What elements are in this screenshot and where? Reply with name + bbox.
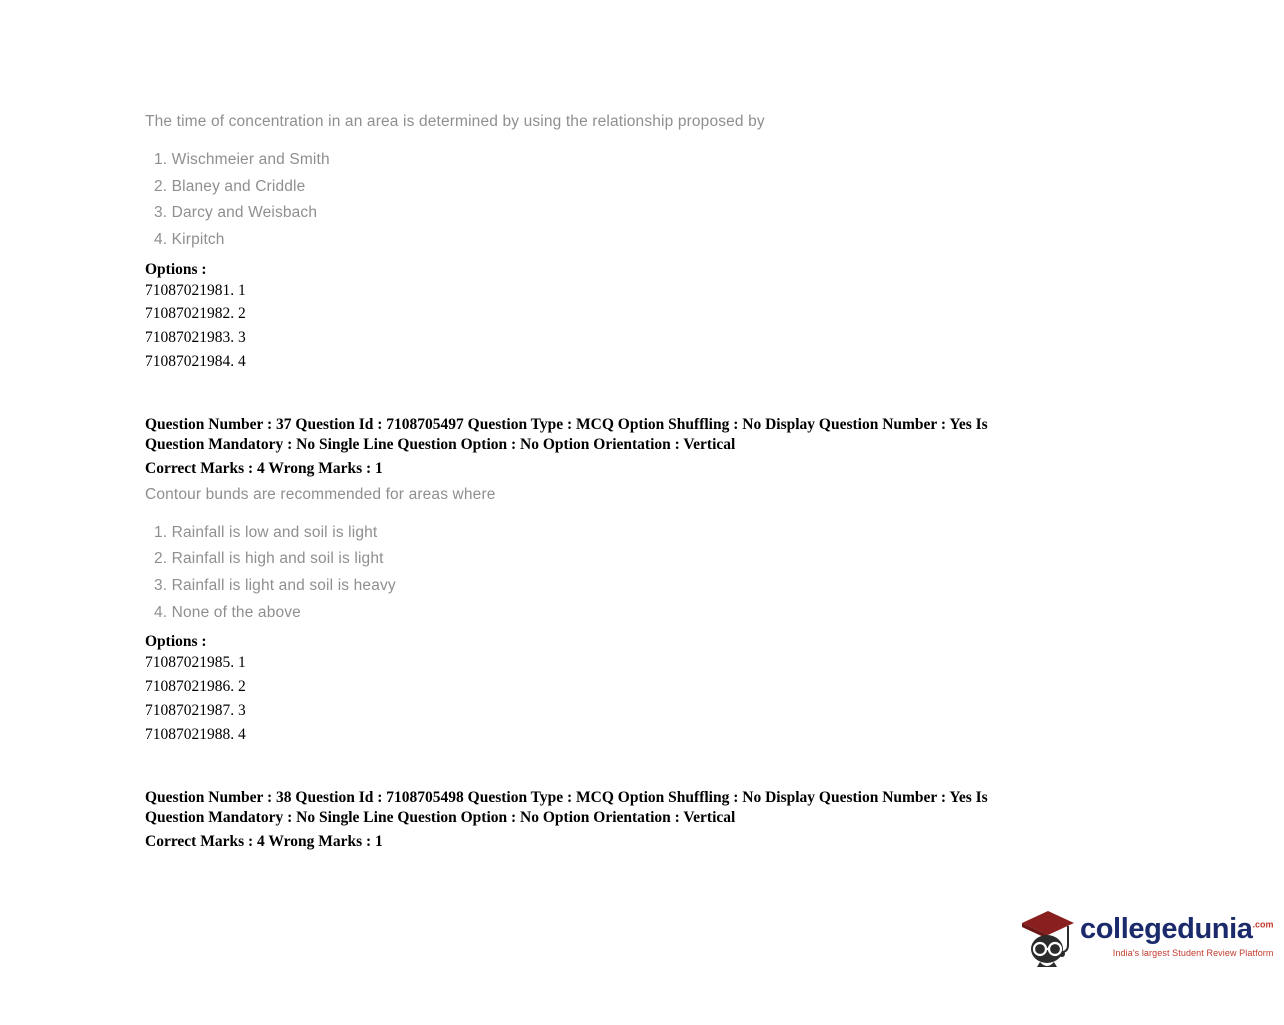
logo-superscript: .com xyxy=(1252,919,1274,930)
question-stem: Contour bunds are recommended for areas where xyxy=(145,485,496,503)
question-marks-line: Correct Marks : 4 Wrong Marks : 1 xyxy=(145,460,383,478)
document-content xyxy=(145,112,1105,858)
question-stem: The time of concentration in an area is determined by using the relationship proposed by xyxy=(145,113,765,130)
collegedunia-logo xyxy=(1018,905,1274,983)
question-meta-line: Question Mandatory : No Single Line Question Option : No Option Orientation : Vertical xyxy=(145,809,736,827)
question-block xyxy=(145,788,1105,851)
logo-word-part-1: college xyxy=(1080,913,1178,945)
question-meta-line: Question Number : 37 Question Id : 7108705497 Question Type : MCQ Option Shuffling : No Display Question Number : Yes Is xyxy=(145,416,988,434)
option-id-line: 71087021982. 2 xyxy=(145,305,246,323)
logo-tagline: India's largest Student Review Platform xyxy=(1112,948,1274,958)
option-id-line: 71087021985. 1 xyxy=(145,654,246,672)
logo-word-part-2: dunia xyxy=(1177,913,1253,945)
choice-item[interactable]: 2. Blaney and Criddle xyxy=(154,177,306,195)
option-id-line: 71087021987. 3 xyxy=(145,701,246,719)
logo-wordmark xyxy=(1080,915,1274,944)
option-id-line: 71087021984. 4 xyxy=(145,352,246,370)
options-label: Options : xyxy=(145,633,207,651)
options-label: Options : xyxy=(145,260,207,278)
question-meta-line: Question Number : 38 Question Id : 7108705498 Question Type : MCQ Option Shuffling : No Display Question Number : Yes Is xyxy=(145,789,988,807)
question-meta-line: Question Mandatory : No Single Line Question Option : No Option Orientation : Vertical xyxy=(145,436,736,454)
question-marks-line: Correct Marks : 4 Wrong Marks : 1 xyxy=(145,832,383,850)
choice-item[interactable]: 3. Darcy and Weisbach xyxy=(154,204,318,222)
block-spacer xyxy=(145,373,1105,415)
choice-item[interactable]: 1. Rainfall is low and soil is light xyxy=(154,523,378,541)
option-id-line: 71087021986. 2 xyxy=(145,678,246,696)
choice-item[interactable]: 4. Kirpitch xyxy=(154,230,225,248)
option-id-line: 71087021988. 4 xyxy=(145,725,246,743)
choice-item[interactable]: 3. Rainfall is light and soil is heavy xyxy=(154,577,396,595)
choice-item[interactable]: 4. None of the above xyxy=(154,603,301,621)
question-choices xyxy=(145,147,1105,254)
question-block xyxy=(145,112,1105,373)
choice-item[interactable]: 1. Wischmeier and Smith xyxy=(154,150,330,168)
question-choices xyxy=(145,520,1105,627)
option-id-line: 71087021983. 3 xyxy=(145,328,246,346)
option-id-line: 71087021981. 1 xyxy=(145,281,246,299)
choice-item[interactable]: 2. Rainfall is high and soil is light xyxy=(154,550,384,568)
question-block xyxy=(145,415,1105,746)
block-spacer xyxy=(145,746,1105,788)
graduate-cap-icon xyxy=(1018,905,1076,967)
